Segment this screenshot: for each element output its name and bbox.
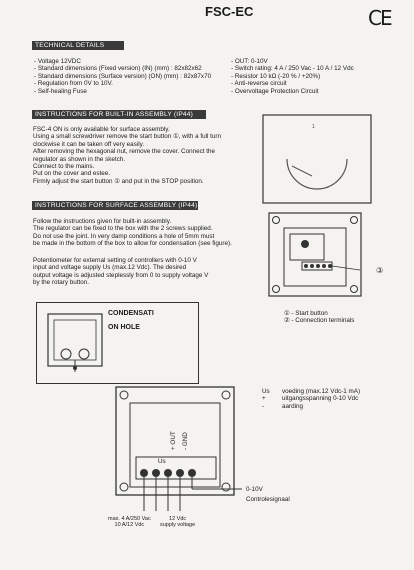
regulator-box-diagram bbox=[268, 212, 363, 298]
terminal-desc: voeding (max.12 Vdc-1 mA) bbox=[282, 388, 361, 395]
terminal-label-out: + OUT bbox=[170, 431, 177, 450]
terminal-legend bbox=[262, 388, 360, 410]
front-plate-diagram bbox=[262, 114, 372, 204]
text-line: regulator as shown in the sketch. bbox=[33, 155, 126, 163]
text-line: The regulator can be fixed to the box with the 2 screws supplied. bbox=[33, 225, 213, 233]
spec-line: - Overvoltage Protection Circuit bbox=[231, 87, 319, 95]
out-sub-label: Controlesignaal bbox=[246, 496, 290, 503]
spec-line: - OUT: 0-10V bbox=[231, 58, 268, 65]
builtin-text bbox=[33, 126, 221, 185]
supply-voltage-label: 12 Vdc supply voltage bbox=[160, 516, 196, 528]
text-line: be made in the bottom of the box to allow for condensation (see figure). bbox=[33, 240, 232, 248]
spec-line: - Switch rating: 4 A / 250 Vac - 10 A / 12 Vdc bbox=[231, 65, 354, 73]
text-line: by the rotary button. bbox=[33, 279, 90, 287]
surface-header: INSTRUCTIONS FOR SURFACE ASSEMBLY (IP44) bbox=[32, 201, 198, 210]
condensation-label: CONDENSATI bbox=[108, 310, 154, 317]
legend-item: ① - Start button bbox=[284, 310, 328, 317]
terminal-symbol: - bbox=[262, 402, 265, 410]
terminal-desc: uitgangsspanning 0-10 Vdc bbox=[282, 395, 359, 403]
technical-header: TECHNICAL DETAILS bbox=[32, 41, 124, 50]
text-line: Potentiometer for external setting of controllers with 0-10 V bbox=[33, 257, 197, 264]
legend-item: ② - Connection terminals bbox=[284, 317, 355, 325]
spec-line: - Resistor 10 kΩ (-20 % / +20%) bbox=[231, 72, 321, 80]
spec-line: - Standard dimensions (Surface version) (ON) (mm) : 82x87x70 bbox=[34, 72, 212, 80]
terminal-label-gnd: - GND bbox=[182, 432, 189, 450]
builtin-header: INSTRUCTIONS FOR BUILT-IN ASSEMBLY (IP44) bbox=[32, 110, 206, 119]
text-line: output voltage is adjusted steplessly from 0 to supply voltage V bbox=[33, 271, 209, 279]
text-line: Using a small screwdriver remove the start button ①, with a full turn bbox=[33, 133, 221, 141]
text-line: Put on the cover and estee. bbox=[33, 170, 111, 178]
spec-line: - Standard dimensions (Fixed version) (IN) (mm) : 82x82x62 bbox=[34, 65, 202, 73]
spec-line: - Anti-reverse circuit bbox=[231, 80, 287, 88]
svg-text:1: 1 bbox=[312, 124, 315, 130]
text-line: clockwise it can be taken off very easily. bbox=[33, 140, 145, 148]
spec-line: - Voltage 12VDC bbox=[34, 58, 81, 65]
text-line: Connect to the mains. bbox=[33, 163, 95, 171]
spec-line: - Regulation from 0V to 10V. bbox=[34, 80, 113, 88]
spec-line: - Self-healing Fuse bbox=[34, 87, 87, 95]
text-line: FSC-4 ON is only available for surface assembly. bbox=[33, 126, 170, 133]
text-line: input and voltage supply Us (max.12 Vdc). The desired bbox=[33, 264, 187, 272]
condensation-label: ON HOLE bbox=[108, 324, 140, 331]
switch-rating-label: max. 4 A/250 Vac 10 A/12 Vdc bbox=[108, 516, 151, 528]
text-line: Follow the instructions given for built-in assembly. bbox=[33, 218, 172, 225]
callout-3: ③ bbox=[376, 266, 384, 275]
terminal-desc: aarding bbox=[282, 402, 304, 410]
text-line: Do not use the joint. In very damp conditions a hole of 5mm must bbox=[33, 232, 215, 240]
ce-mark-icon: CE bbox=[368, 6, 391, 30]
out-label: 0-10V bbox=[246, 486, 263, 493]
condensation-box-diagram bbox=[44, 312, 109, 374]
terminal-label-us: Us bbox=[158, 458, 166, 465]
page-title: FSC-EC bbox=[205, 4, 254, 19]
surface-text bbox=[33, 218, 232, 248]
part-legend bbox=[284, 310, 354, 325]
technical-left bbox=[34, 58, 211, 95]
text-line: After removing the hexagonal nut, remove the cover. Connect the bbox=[33, 148, 216, 156]
technical-right bbox=[231, 58, 354, 95]
wiring-diagram bbox=[114, 385, 244, 515]
terminal-symbol: + bbox=[262, 395, 266, 403]
text-line: Firmly adjust the start button ① and put in the STOP position. bbox=[33, 177, 204, 185]
terminal-symbol: Us bbox=[262, 388, 270, 395]
potentiometer-text bbox=[33, 257, 208, 287]
